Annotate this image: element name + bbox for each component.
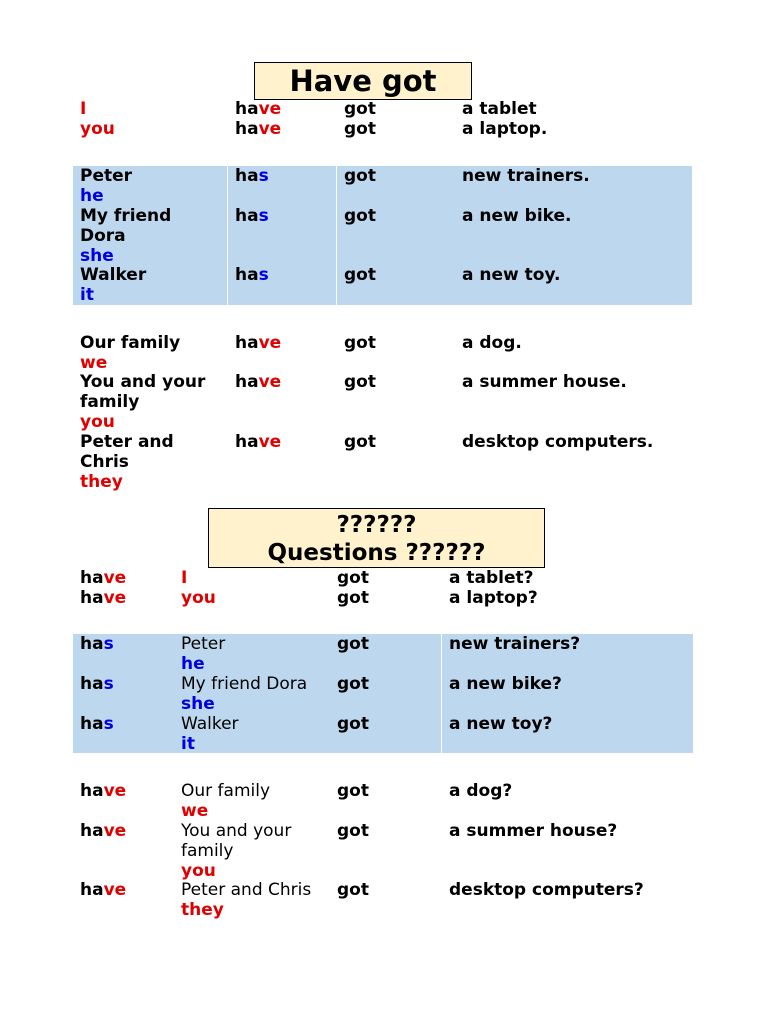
subject-cell: Walker it <box>80 265 147 305</box>
questions-title-line2: Questions ?????? <box>267 540 486 566</box>
object-cell: new trainers. <box>462 166 590 186</box>
verb-cell: have <box>235 119 282 139</box>
subject-cell: I <box>181 568 188 588</box>
subject-cell: My friend Dora she <box>181 674 308 714</box>
got-cell: got <box>337 880 369 900</box>
page-title: Have got <box>254 62 472 100</box>
got-cell: got <box>337 634 369 654</box>
got-cell: got <box>344 166 376 186</box>
object-cell: a new bike? <box>449 674 562 694</box>
got-cell: got <box>337 781 369 801</box>
verb-cell: have <box>80 821 127 841</box>
verb-cell: has <box>235 206 269 226</box>
subject-cell: Peter he <box>181 634 226 674</box>
subject-cell: Peter and Chris they <box>80 432 174 492</box>
got-cell: got <box>344 99 376 119</box>
verb-cell: has <box>80 674 114 694</box>
object-cell: new trainers? <box>449 634 581 654</box>
verb-cell: have <box>235 432 282 452</box>
verb-cell: have <box>80 588 127 608</box>
got-cell: got <box>344 333 376 353</box>
column-divider <box>441 634 442 753</box>
questions-title <box>208 508 545 568</box>
subject-cell: You and your family you <box>181 821 292 881</box>
got-cell: got <box>337 821 369 841</box>
verb-cell: have <box>235 99 282 119</box>
object-cell: a summer house. <box>462 372 627 392</box>
subject-cell: you <box>80 119 115 139</box>
column-divider <box>227 166 228 305</box>
verb-cell: has <box>235 265 269 285</box>
got-cell: got <box>337 674 369 694</box>
question-third-person-band <box>73 634 693 753</box>
verb-cell: have <box>80 880 127 900</box>
verb-cell: have <box>80 568 127 588</box>
subject-cell: I <box>80 99 87 119</box>
got-cell: got <box>344 372 376 392</box>
got-cell: got <box>337 714 369 734</box>
subject-cell: Peter and Chris they <box>181 880 312 920</box>
verb-cell: have <box>235 372 282 392</box>
verb-cell: has <box>235 166 269 186</box>
subject-cell: My friend Dora she <box>80 206 172 266</box>
got-cell: got <box>337 588 369 608</box>
object-cell: desktop computers. <box>462 432 654 452</box>
got-cell: got <box>344 265 376 285</box>
subject-cell: you <box>181 588 216 608</box>
object-cell: a new toy? <box>449 714 553 734</box>
verb-cell: have <box>80 781 127 801</box>
column-divider <box>336 166 337 305</box>
object-cell: a new bike. <box>462 206 572 226</box>
verb-cell: have <box>235 333 282 353</box>
got-cell: got <box>344 432 376 452</box>
object-cell: a tablet <box>462 99 537 119</box>
object-cell: a laptop. <box>462 119 548 139</box>
object-cell: a dog? <box>449 781 513 801</box>
got-cell: got <box>344 206 376 226</box>
object-cell: a laptop? <box>449 588 538 608</box>
subject-cell: Walker it <box>181 714 239 754</box>
got-cell: got <box>344 119 376 139</box>
object-cell: a summer house? <box>449 821 618 841</box>
object-cell: a new toy. <box>462 265 561 285</box>
subject-cell: Our family we <box>80 333 181 373</box>
object-cell: a tablet? <box>449 568 534 588</box>
questions-title-line1: ?????? <box>336 512 417 538</box>
subject-cell: Peter he <box>80 166 133 206</box>
subject-cell: Our family we <box>181 781 271 821</box>
object-cell: a dog. <box>462 333 522 353</box>
verb-cell: has <box>80 714 114 734</box>
verb-cell: has <box>80 634 114 654</box>
got-cell: got <box>337 568 369 588</box>
subject-cell: You and your family you <box>80 372 206 432</box>
object-cell: desktop computers? <box>449 880 644 900</box>
